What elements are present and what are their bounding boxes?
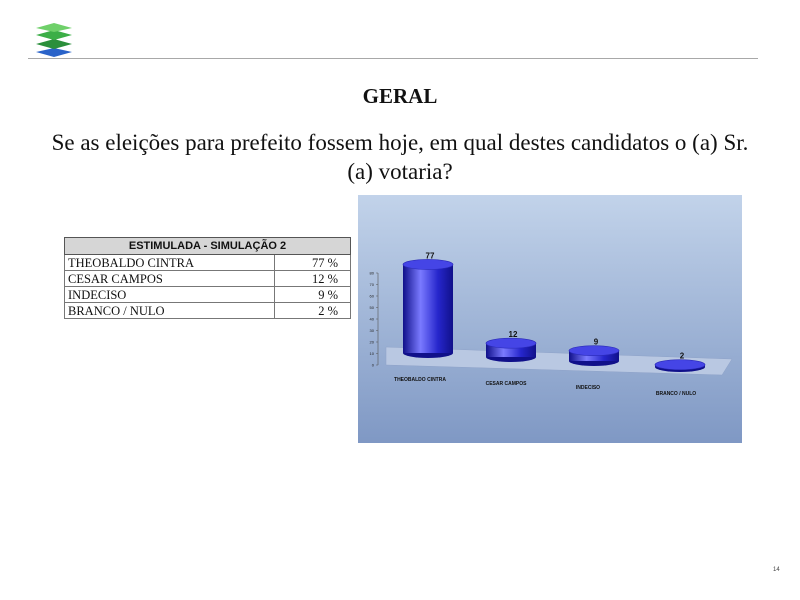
bar-body bbox=[403, 264, 453, 353]
page-number: 14 bbox=[773, 567, 780, 573]
category-label: INDECISO bbox=[575, 385, 601, 391]
y-tick-label: 10 bbox=[369, 351, 374, 356]
y-tick-label: 60 bbox=[369, 293, 374, 299]
y-tick-label: 30 bbox=[369, 328, 374, 333]
data-label: 12 bbox=[508, 330, 518, 340]
table-row bbox=[65, 271, 351, 287]
y-tick-label: 70 bbox=[369, 282, 374, 287]
table-row bbox=[65, 287, 351, 303]
data-label: 9 bbox=[593, 337, 599, 347]
bar bbox=[569, 346, 619, 366]
page-title: GERAL bbox=[362, 84, 438, 108]
bar bbox=[403, 259, 453, 358]
category-label: CESAR CAMPOS bbox=[485, 381, 527, 387]
category-label: BRANCO / NULO bbox=[655, 391, 697, 397]
row-label: THEOBALDO CINTRA bbox=[65, 255, 275, 271]
row-label: BRANCO / NULO bbox=[65, 303, 275, 319]
bar bbox=[655, 360, 705, 372]
stacked-layers-logo-icon bbox=[32, 22, 76, 58]
y-tick-label: 40 bbox=[369, 316, 374, 322]
row-value: 9 % bbox=[275, 287, 351, 303]
y-tick-label: 0 bbox=[371, 362, 374, 368]
row-label: CESAR CAMPOS bbox=[65, 271, 275, 287]
table-row bbox=[65, 255, 351, 271]
y-tick-label: 20 bbox=[369, 339, 374, 345]
data-label: 2 bbox=[679, 351, 685, 361]
survey-question: Se as eleições para prefeito fossem hoje, em qual destes candidatos o (a) Sr. (a) votaria? bbox=[51, 130, 749, 184]
category-label: THEOBALDO CINTRA bbox=[394, 377, 446, 383]
row-value: 77 % bbox=[275, 255, 351, 271]
results-table bbox=[64, 237, 351, 319]
bar-chart bbox=[358, 195, 742, 443]
row-label: INDECISO bbox=[65, 287, 275, 303]
y-tick-label: 50 bbox=[369, 305, 374, 310]
table-row bbox=[65, 303, 351, 319]
bar-top bbox=[486, 338, 536, 348]
chart-panel bbox=[358, 195, 742, 443]
table-header: ESTIMULADA - SIMULAÇÃO 2 bbox=[65, 238, 351, 255]
bar bbox=[486, 338, 536, 362]
bar-top bbox=[655, 360, 705, 370]
y-tick-label: 80 bbox=[369, 270, 374, 276]
bar-top bbox=[569, 346, 619, 356]
bar-top bbox=[403, 259, 453, 269]
row-value: 12 % bbox=[275, 271, 351, 287]
row-value: 2 % bbox=[275, 303, 351, 319]
data-label: 77 bbox=[425, 251, 435, 261]
header-divider bbox=[28, 58, 758, 59]
